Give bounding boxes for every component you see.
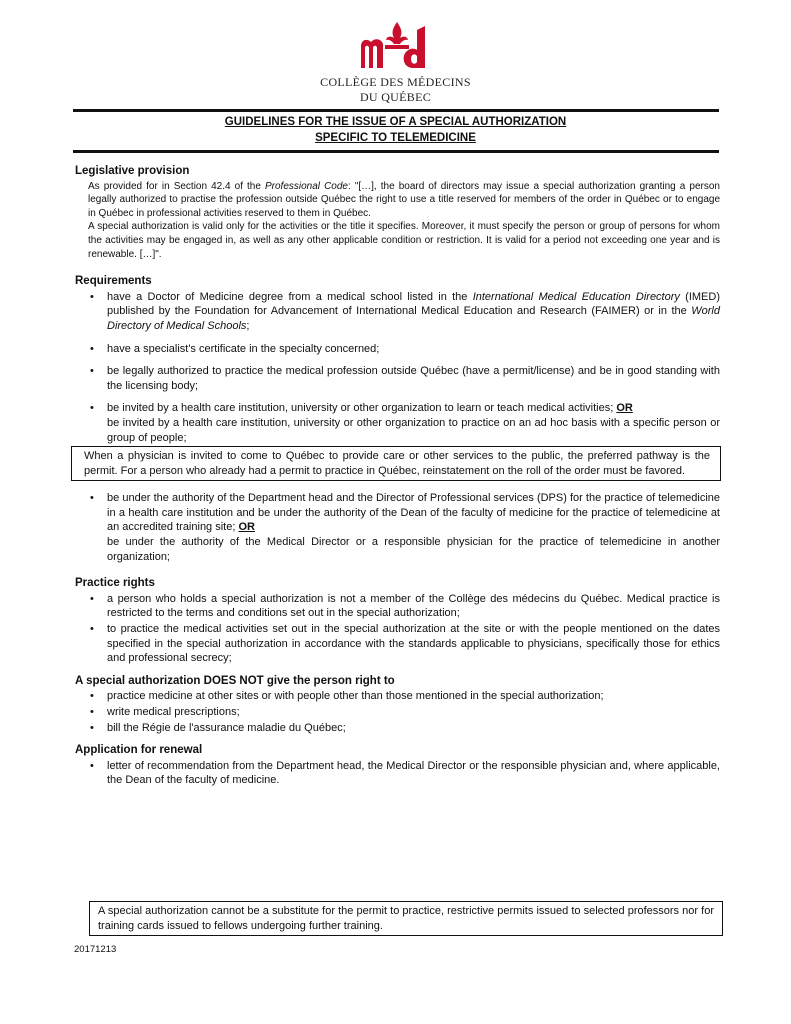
substitution-note-box: A special authorization cannot be a substitute for the permit to practice, restrictive permits issued to selected professors nor for training cards issued to fellows undergoing further training. xyxy=(89,901,723,936)
permit-note-box: When a physician is invited to come to Québec to provide care or other services to the public, the preferred pathway is the permit. For a person who already had a permit to practice in Québec, reinstatement on the roll of the order must be favored. xyxy=(71,446,721,481)
text-run: As provided for in Section 42.4 of the xyxy=(88,180,265,192)
list-item xyxy=(107,491,720,564)
requirements-list-cont xyxy=(75,491,720,564)
professional-code-ref: Professional Code xyxy=(264,180,348,192)
text-run: (IMED) published by the Foundation for Advancement of International Medical Education and Research (FAIMER) or in the xyxy=(107,290,721,318)
practice-rights-heading: Practice rights xyxy=(75,577,155,590)
list-item: • letter of recommendation from the Department head, the Medical Director or the responsible physician and, where applicable, the Dean of the faculty of medicine. xyxy=(107,759,720,788)
list-item: • practice medicine at other sites or with people other than those mentioned in the special authorization; xyxy=(107,689,720,704)
practice-rights-section xyxy=(75,576,720,666)
requirements-list xyxy=(75,290,720,445)
list-item: • have a specialist's certificate in the specialty concerned; xyxy=(107,342,720,357)
or-marker: OR xyxy=(238,521,255,534)
cmq-logo xyxy=(355,20,439,70)
requirements-section xyxy=(75,274,720,564)
or-marker: OR xyxy=(616,402,633,415)
text-run: be invited by a health care institution, university or other organization to learn or teach medical activities; xyxy=(107,402,617,415)
text-run: have a Doctor of Medicine degree from a medical school listed in the xyxy=(107,290,473,303)
renewal-heading: Application for renewal xyxy=(75,744,203,757)
document-body xyxy=(75,164,720,796)
requirements-heading: Requirements xyxy=(75,275,152,288)
spacer xyxy=(75,261,720,274)
wdms-ref: World Directory of Medical Schools xyxy=(107,305,720,332)
text-run: be invited by a health care institution, university or other organization to practice on an ad hoc basis with a specific person or group of people; xyxy=(107,416,720,444)
text-run: be under the authority of the Department head and the Director of Professional services (DPS) for the practice of telemedicine in a health care institution and be under the authority of the Dean of the faculty of medicine for the practice of telemedicine at an accredited training site; xyxy=(107,492,720,534)
not-give-section xyxy=(75,674,720,735)
legislative-heading: Legislative provision xyxy=(75,165,190,177)
org-name-line2: DU QUÉBEC xyxy=(359,90,432,104)
list-item xyxy=(107,290,720,334)
doc-title-line2: SPECIFIC TO TELEMEDICINE xyxy=(315,132,476,144)
title-rule-bottom xyxy=(73,150,719,153)
list-item: • bill the Régie de l'assurance maladie du Québec; xyxy=(107,721,720,736)
date-code: 20171213 xyxy=(74,944,117,955)
renewal-section xyxy=(75,743,720,788)
doc-title-line1: GUIDELINES FOR THE ISSUE OF A SPECIAL AUTHORIZATION xyxy=(224,116,567,128)
text-run: : "[…], the board of directors may issue a special authorization granting a person legally authorized to practise the profession outside Québec the right to use a title reserved for members of the order in Québec or to engage in Québec in professional activities reserved to them in Québec. xyxy=(88,180,720,219)
text-run: be under the authority of the Medical Director or a responsible physician for the practice of telemedicine in another organization; xyxy=(107,536,720,563)
legislative-paragraph-2: A special authorization is valid only for the activities or the title it specifies. Moreover, it must specify the person or group of persons for whom the activities may be engaged in, as well as any other applicable condition or restriction. It is valid for a period not exceeding one year and is renewable. […]". xyxy=(88,221,720,260)
list-item: • write medical prescriptions; xyxy=(107,705,720,720)
practice-rights-list xyxy=(75,592,720,666)
legislative-section xyxy=(75,164,720,261)
list-item: • be legally authorized to practice the medical profession outside Québec (have a permit/license) and be in good standing with the licensing body; xyxy=(107,364,720,393)
text-run: ; xyxy=(246,319,250,332)
legislative-paragraph-1 xyxy=(88,180,720,221)
renewal-list xyxy=(75,759,720,788)
list-item: • a person who holds a special authorization is not a member of the Collège des médecins du Québec. Medical practice is restricted to the terms and conditions set out in the special authorization; xyxy=(107,592,720,621)
not-give-heading: A special authorization DOES NOT give the person right to xyxy=(75,674,395,687)
title-rule-top xyxy=(73,109,719,112)
imed-ref: International Medical Education Directory xyxy=(472,290,680,303)
org-name-line1: COLLÈGE DES MÉDECINS xyxy=(320,75,471,89)
list-item xyxy=(107,401,720,445)
list-item: • to practice the medical activities set out in the special authorization at the site or with the people mentioned on the dates specified in the special authorization in accordance with the standards applicable to physicians, specifically those for ethics and professional secrecy; xyxy=(107,622,720,666)
not-give-list xyxy=(75,689,720,735)
